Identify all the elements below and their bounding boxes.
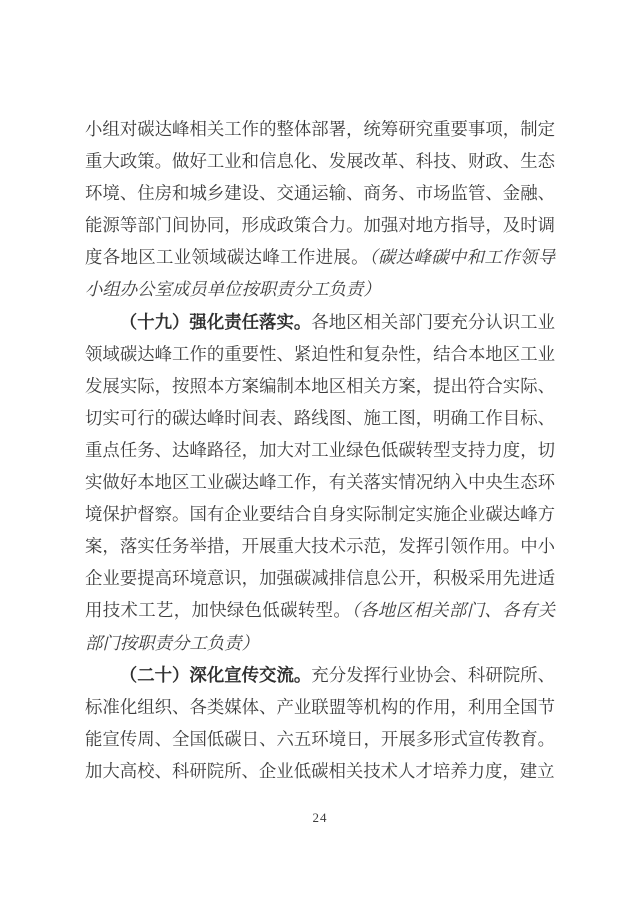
paragraph-continuation bbox=[85, 113, 555, 306]
paragraph-section-20 bbox=[85, 659, 555, 787]
body-text: 各地区相关部门要充分认识工业领域碳达峰工作的重要性、紧迫性和复杂性，结合本地区工业发展实际，按照本方案编制本地区相关方案，提出符合实际、切实可行的碳达峰时间表、路线图、施工图，明确工作目标、重点任务、达峰路径，加大对工业绿色低碳转型支持力度，切实做好本地区工业碳达峰工作，有关落实情况纳入中央生态环境保护督察。国有企业要结合自身实际制定实施企业碳达峰方案，落实任务举措，开展重大技术示范，发挥引领作用。中小企业要提高环境意识，加强碳减排信息公开，积极采用先进适用技术工艺，加快绿色低碳转型。 bbox=[85, 311, 555, 621]
paragraph-section-19 bbox=[85, 306, 555, 659]
responsibility-remark: （碳达峰碳中和工作领导小组办公室成员单位按职责分工负责） bbox=[85, 247, 555, 300]
section-20-heading: （二十）深化宣传交流。 bbox=[119, 664, 312, 685]
body-text: 小组对碳达峰相关工作的整体部署，统筹研究重要事项，制定重大政策。做好工业和信息化、发展改革、科技、财政、生态环境、住房和城乡建设、交通运输、商务、市场监管、金融、能源等部门间协同，形成政策合力。加强对地方指导，及时调度各地区工业领域碳达峰工作进展。 bbox=[85, 119, 555, 268]
section-19-heading: （十九）强化责任落实。 bbox=[119, 311, 312, 332]
document-text-block bbox=[85, 113, 555, 787]
responsibility-remark: （各地区相关部门、各有关部门按职责分工负责） bbox=[85, 600, 555, 653]
body-text: 充分发挥行业协会、科研院所、标准化组织、各类媒体、产业联盟等机构的作用，利用全国节能宣传周、全国低碳日、六五环境日，开展多形式宣传教育。加大高校、科研院所、企业低碳相关技术人才培养力度，建立 bbox=[85, 664, 555, 781]
page-number: 24 bbox=[312, 810, 328, 825]
